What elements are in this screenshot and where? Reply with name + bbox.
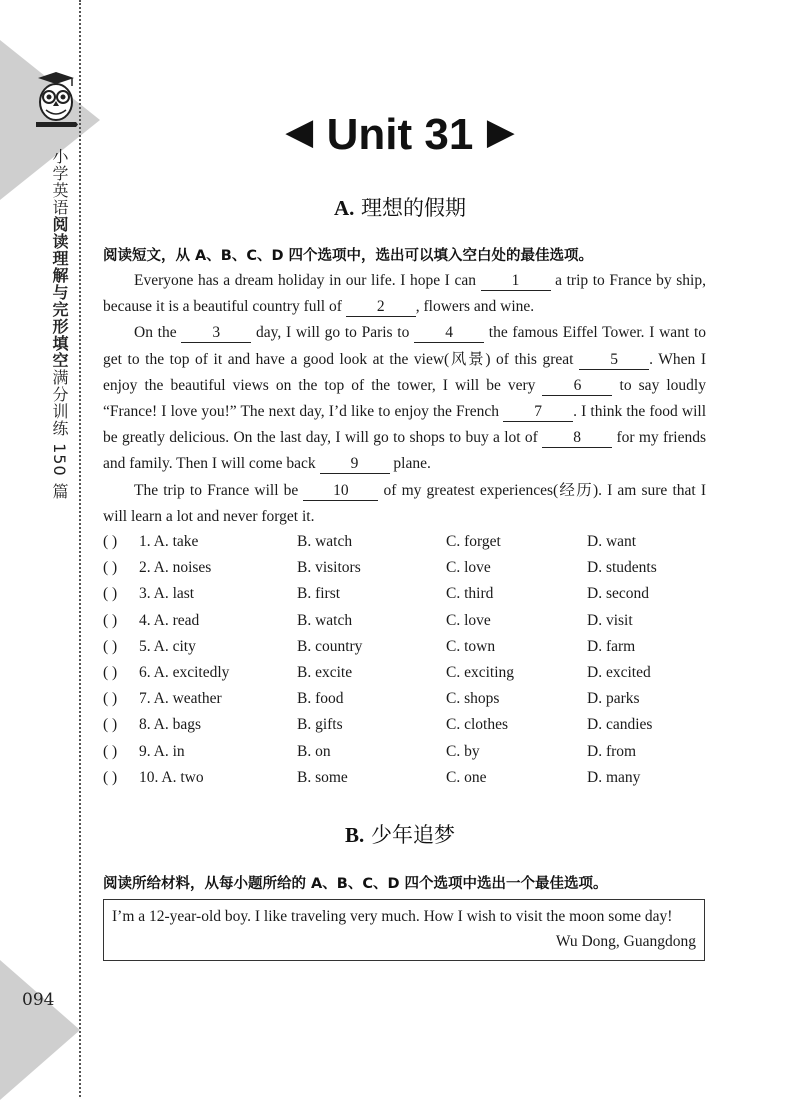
unit-title (0, 110, 800, 160)
blank-2: 2 (346, 298, 416, 317)
passage-text: , flowers and wine. (415, 298, 535, 316)
option-c: C. clothes (446, 716, 508, 734)
question-row (103, 555, 706, 581)
question-row (103, 712, 706, 738)
option-a: 7. A. weather (139, 690, 222, 708)
passage-text: Everyone has a dream holiday in our life. I hope I can (134, 272, 481, 289)
reading-material-box (103, 899, 705, 961)
option-b: B. food (297, 690, 344, 708)
option-d: D. many (587, 768, 641, 786)
option-b: B. visitors (297, 559, 361, 577)
blank-10: 10 (303, 482, 378, 501)
option-a: 9. A. in (139, 742, 185, 760)
option-a: 6. A. excitedly (139, 663, 230, 681)
answer-paren[interactable]: ( ) (103, 585, 118, 603)
option-b: B. excite (297, 663, 353, 681)
option-d: D. visit (587, 611, 633, 629)
material-author: Wu Dong, Guangdong (555, 933, 696, 950)
passage-text: day, I will go to Paris to (251, 324, 415, 342)
answer-paren[interactable]: ( ) (103, 559, 118, 577)
question-row (103, 739, 706, 765)
passage-text: The trip to France will be (134, 481, 304, 499)
option-b: B. watch (297, 533, 353, 550)
answer-paren[interactable]: ( ) (103, 611, 118, 629)
binding-dashed-line (79, 0, 81, 1097)
option-a: 8. A. bags (139, 716, 201, 734)
passage-text: to say loudly “France! I love you!” The next day, I’d like to enjoy the French (103, 376, 706, 421)
answer-paren[interactable]: ( ) (103, 742, 118, 760)
blank-6: 6 (542, 377, 612, 396)
option-d: D. second (587, 585, 649, 603)
passage-paragraph-2 (103, 320, 706, 477)
blank-7: 7 (503, 403, 573, 422)
corner-triangle-bottom (0, 960, 80, 1100)
option-b: B. gifts (297, 716, 343, 734)
blank-9: 9 (320, 455, 390, 474)
passage-text: . When I enjoy the beautiful views on the top of the tower, I will be very (103, 350, 706, 394)
option-b: B. some (297, 768, 348, 786)
question-options (103, 529, 706, 791)
option-d: D. candies (587, 716, 653, 734)
option-a: 10. A. two (139, 768, 204, 786)
section-a-instruction: 阅读短文，从 A、B、C、D 四个选项中，选出可以填入空白处的最佳选项。 (103, 248, 594, 264)
section-a-letter: A. (333, 196, 355, 220)
answer-paren[interactable]: ( ) (103, 533, 118, 550)
question-row (103, 660, 706, 686)
passage-text: . I think the food will be greatly delicious. On the last day, I will go to shops to buy a lot of (103, 403, 706, 447)
material-text: I’m a 12-year-old boy. I like traveling very much. How I wish to visit the moon some day! (112, 908, 673, 925)
section-a-title (0, 192, 800, 222)
option-c: C. one (446, 768, 487, 786)
option-d: D. from (587, 742, 637, 760)
section-b-letter: B. (345, 823, 365, 847)
book-title-bold: 阅读理解与完形填空 (50, 216, 69, 369)
option-d: D. excited (587, 663, 651, 681)
answer-paren[interactable]: ( ) (103, 768, 118, 786)
option-c: C. town (446, 637, 496, 655)
option-d: D. want (587, 533, 637, 550)
answer-paren[interactable]: ( ) (103, 637, 118, 655)
option-c: C. third (446, 585, 494, 603)
question-row (103, 608, 706, 634)
option-c: C. exciting (446, 663, 515, 681)
option-a: 5. A. city (139, 637, 196, 655)
section-a-title-text: 理想的假期 (361, 196, 467, 220)
option-d: D. students (587, 559, 657, 577)
cloze-passage (103, 268, 706, 530)
option-d: D. parks (587, 690, 640, 708)
question-row (103, 686, 706, 712)
option-c: C. love (446, 559, 491, 577)
blank-8: 8 (542, 429, 612, 448)
option-b: B. on (297, 742, 331, 760)
right-arrow-icon: ▶ (487, 113, 514, 151)
option-c: C. shops (446, 690, 500, 708)
passage-text: a trip to France by ship, because it is a beautiful country full of (103, 272, 706, 316)
blank-3: 3 (181, 324, 251, 343)
option-a: 4. A. read (139, 611, 200, 629)
option-d: D. farm (587, 637, 636, 655)
book-title-prefix: 小学英语 (50, 148, 69, 216)
answer-paren[interactable]: ( ) (103, 716, 118, 734)
section-b-instruction: 阅读所给材料，从每小题所给的 A、B、C、D 四个选项中选出一个最佳选项。 (103, 876, 608, 892)
option-a: 2. A. noises (139, 559, 212, 577)
question-row (103, 581, 706, 607)
unit-title-text: Unit 31 (326, 110, 474, 159)
book-title-suffix: 满分训练 150 篇 (50, 369, 69, 500)
option-a: 1. A. take (139, 533, 199, 550)
passage-paragraph-1 (103, 268, 706, 320)
left-arrow-icon: ◀ (286, 113, 313, 151)
section-b-title (0, 819, 800, 849)
option-c: C. by (446, 742, 480, 760)
question-row (103, 634, 706, 660)
option-b: B. country (297, 637, 363, 655)
question-row (103, 765, 706, 791)
blank-5: 5 (579, 351, 649, 370)
passage-text: On the (134, 324, 182, 342)
option-c: C. forget (446, 533, 501, 550)
option-b: B. first (297, 585, 341, 603)
answer-paren[interactable]: ( ) (103, 690, 118, 708)
section-b-title-text: 少年追梦 (370, 823, 455, 847)
question-row (103, 529, 706, 555)
passage-text: the famous Eiffel Tower. I want to get to the top of it and have a good look at the view(风景) of this great (103, 324, 707, 368)
blank-4: 4 (414, 324, 484, 343)
blank-1: 1 (481, 272, 551, 291)
page-number: 094 (22, 990, 55, 1010)
option-b: B. watch (297, 611, 353, 629)
option-c: C. love (446, 611, 491, 629)
answer-paren[interactable]: ( ) (103, 663, 118, 681)
option-a: 3. A. last (139, 585, 195, 603)
passage-text: plane. (389, 455, 431, 473)
passage-text: of my greatest experiences(经历). I am sure that I will learn a lot and never forget it. (103, 481, 706, 525)
passage-paragraph-3 (103, 478, 706, 530)
passage-text: for my friends and family. Then I will come back (103, 429, 706, 473)
